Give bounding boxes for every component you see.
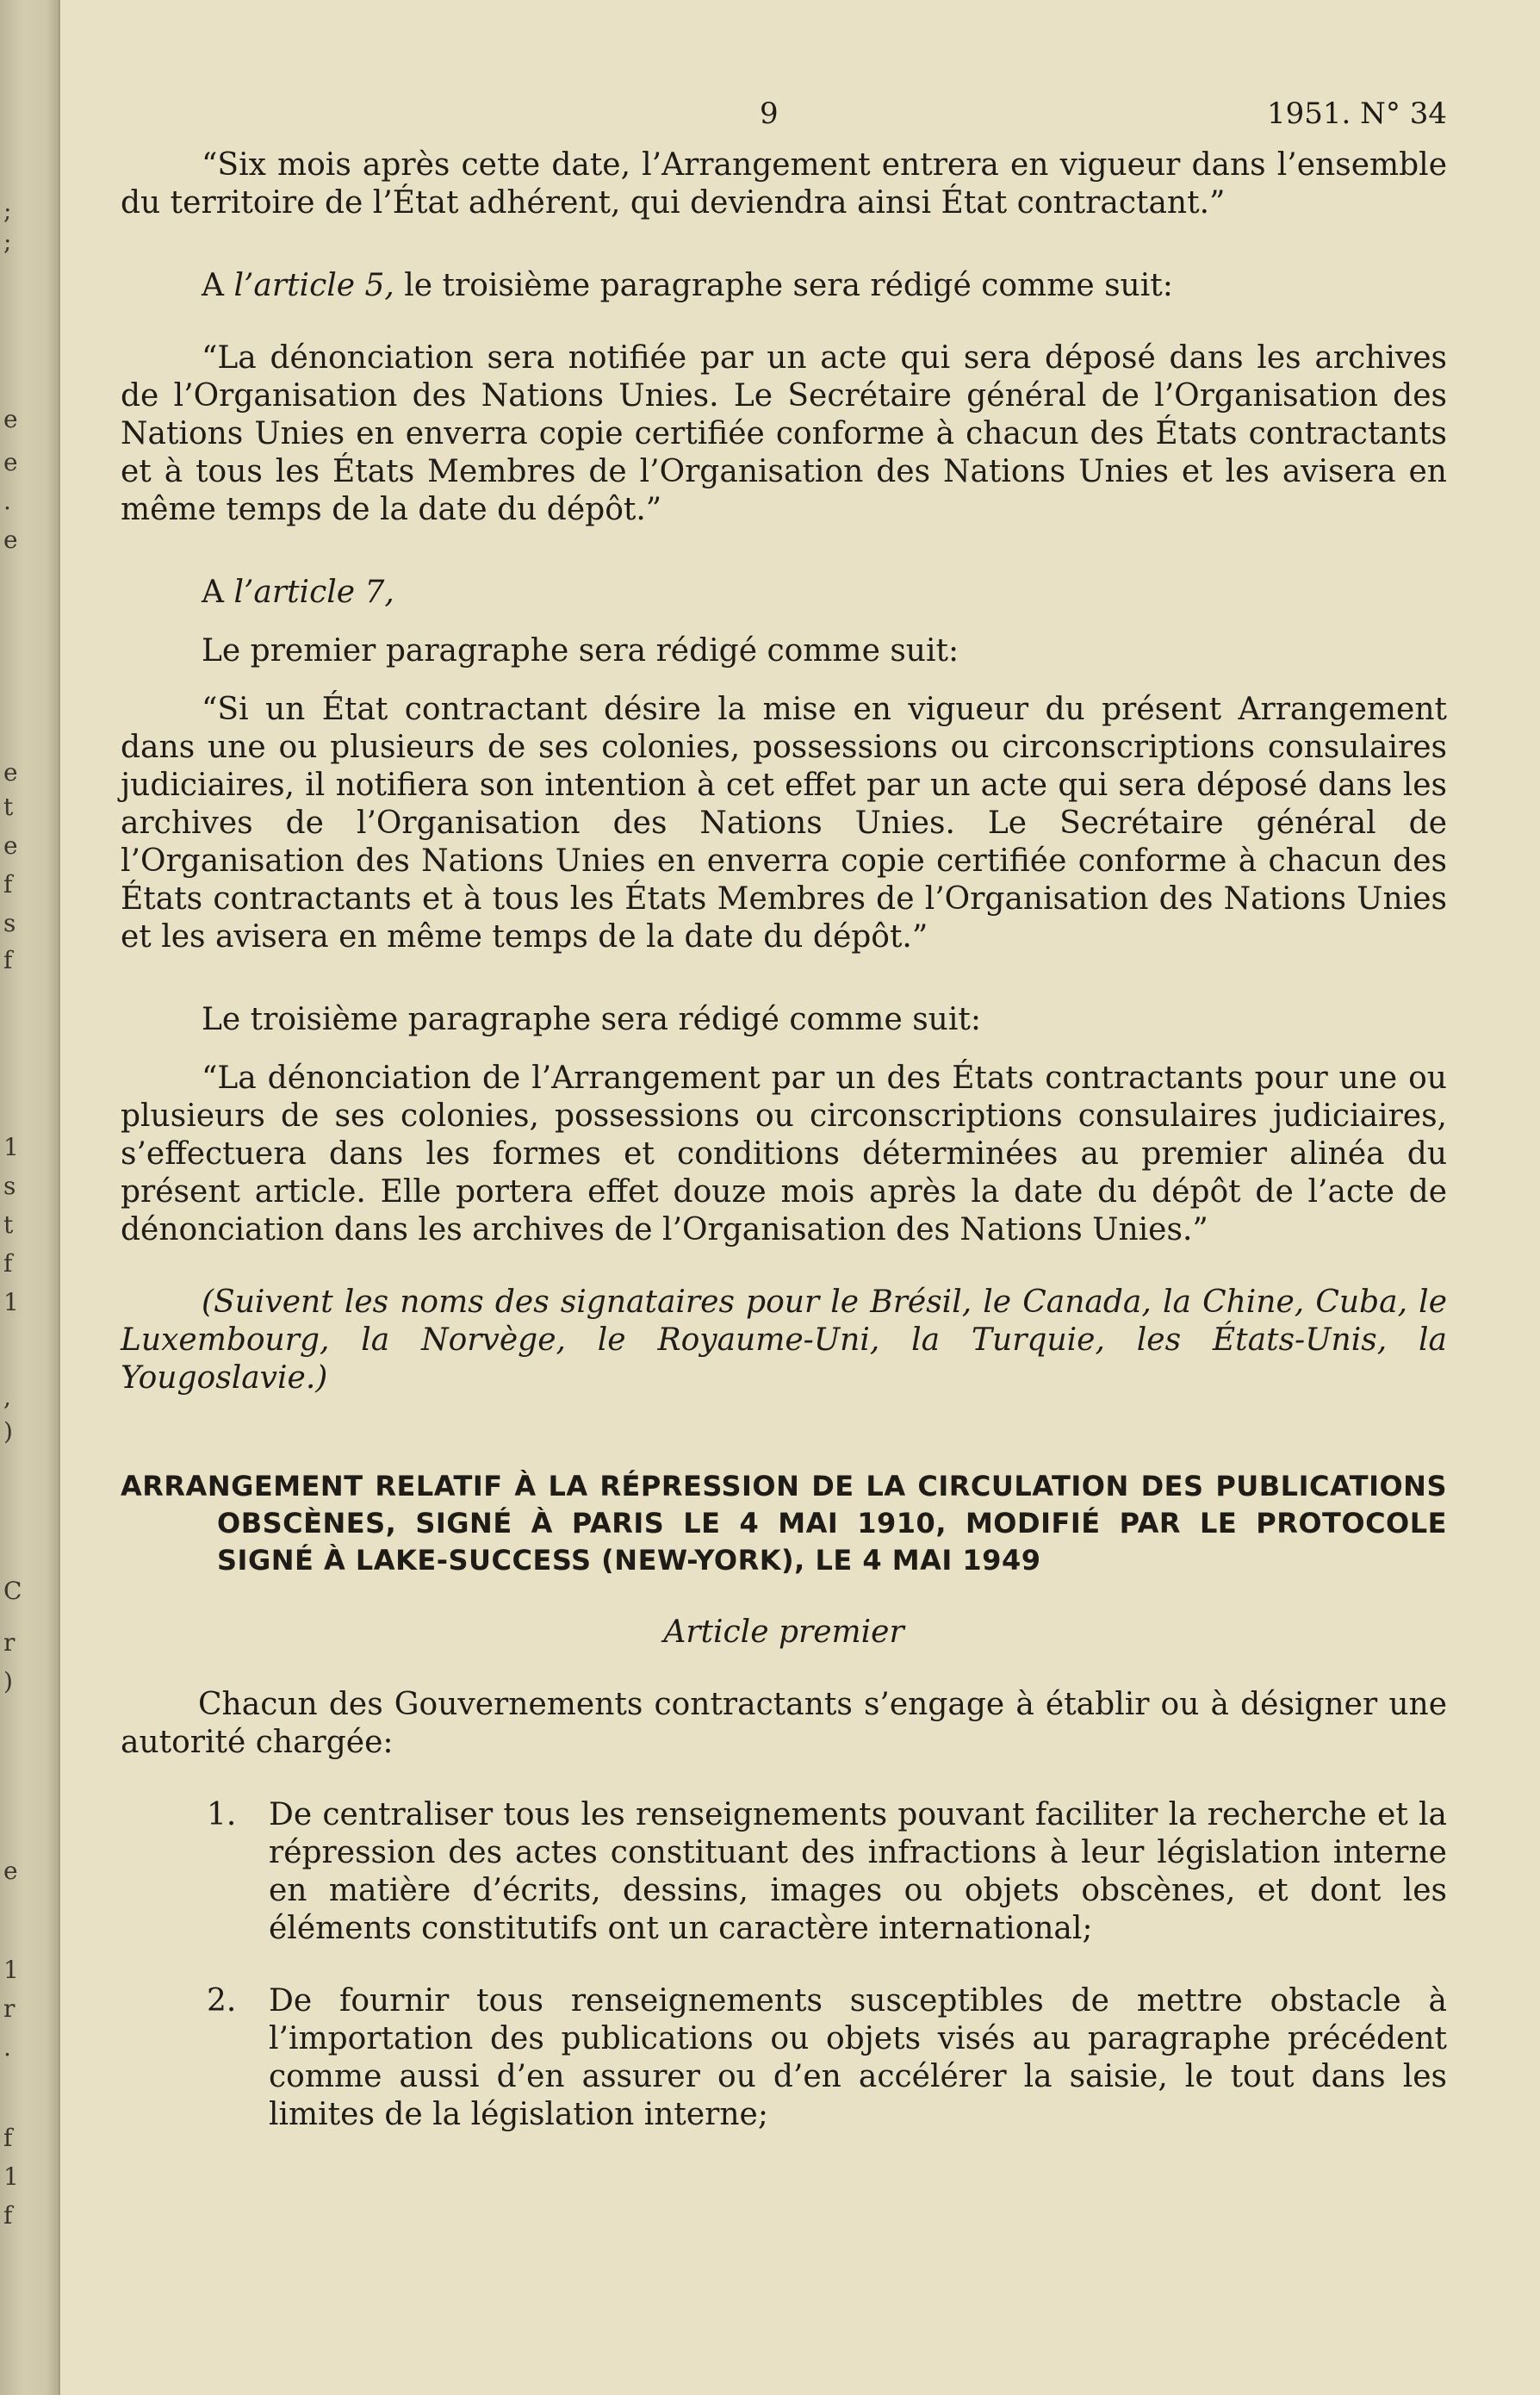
margin-mark: f (3, 2201, 13, 2230)
paragraph-colonies-denunciation-quote: “La dénonciation de l’Arrangement par un des États contractants pour une ou plusieurs de ses colonies, possessions ou circonscriptions consulaires judiciaires, s’effectuera dans les formes et conditions déterminées au premier alinéa du présent article. Elle portera effet douze mois après la date du dépôt de l’acte de dénonciation dans les archives de l’Organisation des Nations Unies.” (121, 1061, 1447, 1247)
margin-mark: ) (3, 1667, 13, 1695)
series-number: 1951. N° 34 (1267, 96, 1447, 131)
margin-mark: f (3, 1249, 13, 1278)
margin-mark: s (3, 1172, 16, 1200)
margin-mark: e (3, 1857, 18, 1885)
margin-mark: ) (3, 1417, 13, 1446)
item-number: 2. (207, 1983, 237, 2019)
article-reference: l’article 7, (233, 575, 394, 610)
margin-mark: ; (3, 196, 12, 225)
margin-mark: f (3, 870, 13, 899)
list-item (121, 1982, 1447, 2134)
section-title: ARRANGEMENT RELATIF À LA RÉPRESSION DE LA CIRCULATION DES PUBLICATIONS OBSCÈNES, SIGNÉ À PARIS LE 4 MAI 1910, MODIFIÉ PAR LE PROTOCOLE SIGNÉ À LAKE-SUCCESS (NEW-YORK), LE 4 MAI 1949 (121, 1470, 1447, 1577)
margin-mark: , (3, 1383, 11, 1411)
article-reference: l’article 5, (233, 268, 394, 303)
page-gutter (0, 0, 60, 2395)
paragraph-article-intro: Chacun des Gouvernements contractants s’engage à établir ou à désigner une autorité chargée: (121, 1687, 1447, 1760)
item-text: De fournir tous renseignements susceptibles de mettre obstacle à l’importation des publications ou objets visés au paragraphe précédent comme aussi d’en assurer ou d’en accélérer la saisie, le tout dans les limites de la législation interne; (269, 1983, 1447, 2132)
margin-mark: s (3, 909, 16, 937)
item-text: De centraliser tous les renseignements pouvant faciliter la recherche et la répression des actes constituant des infractions à leur législation interne en matière d’écrits, dessins, images ou objets obscènes, et dont les éléments constitutifs ont un caractère international; (269, 1797, 1447, 1946)
margin-mark: r (3, 1994, 16, 2023)
margin-mark: r (3, 1628, 16, 1657)
article-heading: Article premier (663, 1614, 904, 1650)
paragraph-article-7-intro (121, 574, 1447, 612)
paragraph-article-5-intro (121, 267, 1447, 305)
text-prefix: A (202, 575, 234, 610)
text-rest: le troisième paragraphe sera rédigé comme suit: (394, 268, 1173, 303)
paragraph-colonies-quote: “Si un État contractant désire la mise en vigueur du présent Arrangement dans une ou plusieurs de ses colonies, possessions ou circonscriptions consulaires judiciaires, il notifiera son intention à cet effet par un acte qui sera déposé dans les archives de l’Organisation des Nations Unies. Le Secrétaire général de l’Organisation des Nations Unies en enverra copie certifiée conforme à chacun des États contractants et à tous les États Membres de l’Organisation des Nations Unies et les avisera en même temps de la date du dépôt.” (121, 692, 1447, 955)
page-number: 9 (760, 96, 779, 131)
margin-mark: C (3, 1577, 22, 1605)
paragraph-adhesion-quote: “Six mois après cette date, l’Arrangement entrera en vigueur dans l’ensemble du territoire de l’État adhérent, qui deviendra ainsi État contractant.” (121, 147, 1447, 221)
margin-mark: 1 (3, 1288, 19, 1316)
item-number: 1. (207, 1797, 237, 1832)
paragraph-first-para-intro: Le premier paragraphe sera rédigé comme suit: (202, 633, 959, 669)
margin-mark: t (3, 1210, 14, 1239)
paragraph-denunciation-quote: “La dénonciation sera notifiée par un acte qui sera déposé dans les archives de l’Organisation des Nations Unies. Le Secrétaire général de l’Organisation des Nations Unies en enverra copie certifiée conforme à chacun des États contractants et à tous les États Membres de l’Organisation des Nations Unies et les avisera en même temps de la date du dépôt.” (121, 340, 1447, 527)
margin-mark: 1 (3, 2162, 19, 2191)
margin-mark: 1 (3, 1133, 19, 1161)
document-page (121, 95, 1447, 2134)
page-header (121, 95, 1447, 146)
margin-mark: . (3, 2033, 11, 2062)
margin-mark: e (3, 405, 18, 433)
margin-mark: e (3, 448, 18, 476)
margin-mark: t (3, 793, 14, 821)
margin-mark: . (3, 487, 11, 515)
signatories-note: (Suivent les noms des signataires pour le Brésil, le Canada, la Chine, Cuba, le Luxembourg, la Norvège, le Royaume-Uni, la Turquie, les États-Unis, la Yougoslavie.) (121, 1285, 1447, 1396)
paragraph-third-para-intro: Le troisième paragraphe sera rédigé comme suit: (202, 1002, 981, 1037)
text-prefix: A (202, 268, 234, 303)
margin-mark: ; (3, 227, 12, 256)
margin-mark: f (3, 946, 13, 974)
margin-mark: e (3, 526, 18, 554)
list-item (121, 1796, 1447, 1948)
margin-mark: e (3, 831, 18, 860)
margin-mark: f (3, 2124, 13, 2152)
margin-mark: e (3, 758, 18, 787)
margin-mark: 1 (3, 1956, 19, 1984)
